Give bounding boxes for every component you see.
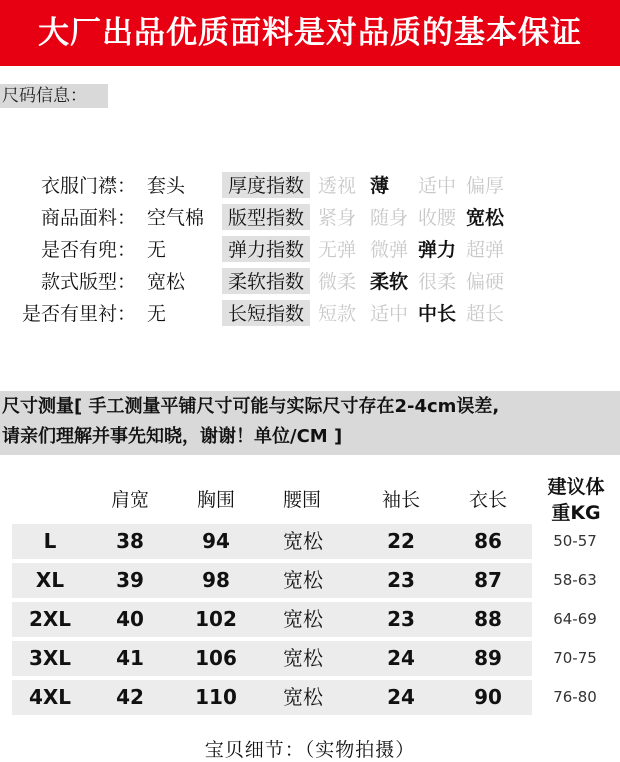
header-waist: 腰围: [282, 489, 321, 511]
cell-chest: 102: [195, 607, 237, 631]
cell-chest: 106: [195, 646, 237, 670]
index-option: 偏厚: [466, 175, 505, 197]
attribute-value: 宽松: [147, 271, 186, 293]
footer-caption: 宝贝细节：（实物拍摄）: [204, 739, 416, 761]
index-option: 微柔: [318, 271, 357, 293]
index-option: 适中: [370, 303, 409, 325]
index-option-selected: 薄: [370, 175, 390, 197]
index-option: 微弹: [370, 239, 409, 261]
index-option: 适中: [418, 175, 457, 197]
attribute-name: 商品面料：: [40, 207, 136, 229]
cell-shoulder: 41: [116, 646, 144, 670]
cell-chest: 94: [202, 529, 230, 553]
measure-note-line-2: 请亲们理解并事先知晓，谢谢！单位/CM ]: [2, 426, 343, 447]
header-sleeve: 袖长: [381, 489, 420, 511]
cell-kg: 58-63: [553, 571, 597, 589]
index-label: 弹力指数: [222, 236, 310, 262]
cell-length: 89: [474, 646, 502, 670]
attribute-value: 空气棉: [147, 207, 205, 229]
attribute-name: 是否有兜：: [40, 239, 136, 261]
index-option-selected: 柔软: [370, 271, 409, 293]
attribute-row: [0, 300, 620, 328]
attribute-value: 无: [147, 303, 167, 325]
index-option: 超弹: [466, 239, 505, 261]
header-shoulder: 肩宽: [110, 489, 149, 511]
index-option-selected: 宽松: [466, 207, 505, 229]
cell-waist: 宽松: [283, 529, 323, 553]
index-option: 偏硬: [466, 271, 505, 293]
header-length: 衣长: [468, 489, 507, 511]
index-option: 收腰: [418, 207, 457, 229]
banner-title: 大厂出品优质面料是对品质的基本保证: [0, 0, 620, 66]
cell-waist: 宽松: [283, 568, 323, 592]
index-label: 长短指数: [222, 300, 310, 326]
index-option-selected: 中长: [418, 303, 457, 325]
cell-kg: 64-69: [553, 610, 597, 628]
cell-kg: 50-57: [553, 532, 597, 550]
attribute-value: 套头: [147, 175, 186, 197]
index-label: 柔软指数: [222, 268, 310, 294]
measure-note-line-1: 尺寸测量[ 手工测量平铺尺寸可能与实际尺寸存在2-4cm误差,: [2, 396, 500, 417]
cell-size: L: [43, 529, 57, 553]
cell-waist: 宽松: [283, 607, 323, 631]
cell-shoulder: 40: [116, 607, 144, 631]
cell-sleeve: 23: [387, 568, 415, 592]
index-label: 版型指数: [222, 204, 310, 230]
cell-sleeve: 23: [387, 607, 415, 631]
attribute-row: [0, 172, 620, 200]
cell-length: 88: [474, 607, 502, 631]
index-option: 超长: [466, 303, 505, 325]
index-option: 紧身: [318, 207, 357, 229]
header-kg-line-2: 重KG: [551, 502, 601, 524]
cell-waist: 宽松: [283, 685, 323, 709]
cell-shoulder: 42: [116, 685, 144, 709]
cell-chest: 110: [195, 685, 237, 709]
index-option: 短款: [318, 303, 357, 325]
cell-length: 90: [474, 685, 502, 709]
cell-kg: 76-80: [553, 688, 597, 706]
attribute-name: 款式版型：: [40, 271, 136, 293]
cell-length: 86: [474, 529, 502, 553]
header-chest: 胸围: [196, 489, 235, 511]
cell-sleeve: 24: [387, 685, 415, 709]
cell-size: 2XL: [28, 607, 72, 631]
attribute-name: 衣服门襟：: [40, 175, 136, 197]
attribute-row: [0, 204, 620, 232]
cell-shoulder: 39: [116, 568, 144, 592]
cell-chest: 98: [202, 568, 230, 592]
header-kg-line-1: 建议体: [547, 476, 605, 498]
index-option-selected: 弹力: [418, 239, 457, 261]
index-option: 透视: [318, 175, 357, 197]
cell-shoulder: 38: [116, 529, 144, 553]
attribute-name: 是否有里衬：: [21, 303, 136, 325]
cell-kg: 70-75: [553, 649, 597, 667]
attribute-row: [0, 236, 620, 264]
cell-size: XL: [35, 568, 65, 592]
cell-size: 3XL: [28, 646, 72, 670]
measure-note: [0, 391, 620, 455]
index-option: 无弹: [318, 239, 357, 261]
attribute-value: 无: [147, 239, 167, 261]
cell-size: 4XL: [28, 685, 72, 709]
index-option: 很柔: [418, 271, 457, 293]
cell-waist: 宽松: [283, 646, 323, 670]
size-info-label: 尺码信息：: [0, 84, 108, 108]
cell-sleeve: 24: [387, 646, 415, 670]
cell-length: 87: [474, 568, 502, 592]
index-label: 厚度指数: [222, 172, 310, 198]
index-option: 随身: [370, 207, 409, 229]
cell-sleeve: 22: [387, 529, 415, 553]
attribute-row: [0, 268, 620, 296]
